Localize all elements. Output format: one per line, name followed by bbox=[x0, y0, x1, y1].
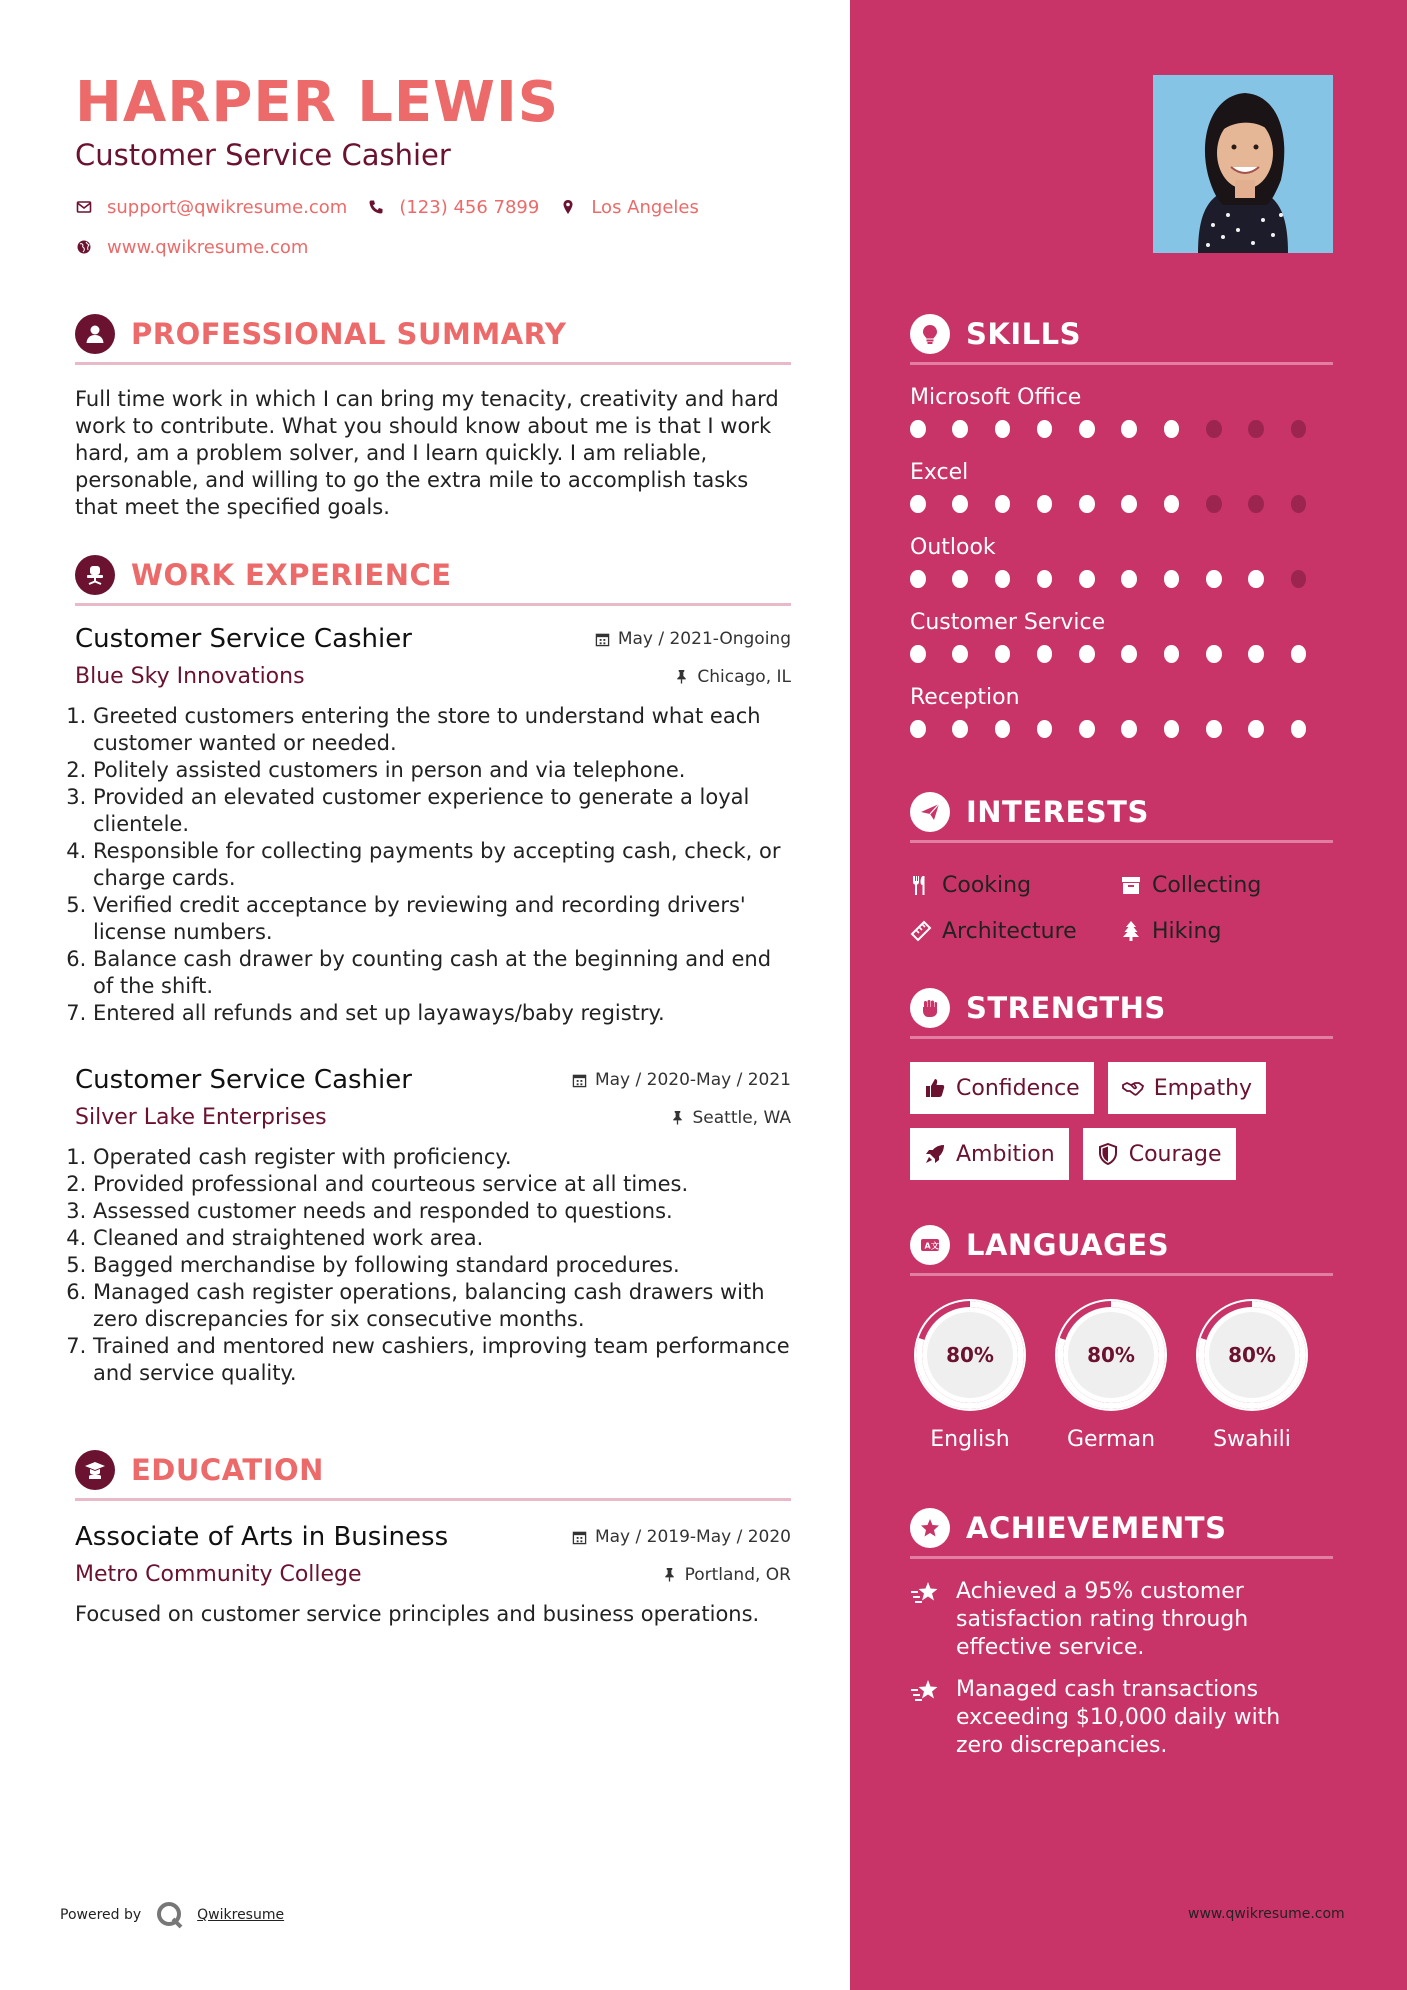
rating-dot-filled bbox=[1121, 495, 1137, 513]
rating-dot-filled bbox=[1037, 720, 1053, 738]
summary-text: Full time work in which I can bring my tenacity, creativity and hard work to contribute. What you should know about me is that I work hard, am a problem solver, and I learn quickly. I am reliable, personable, and willing to go the extra mile to accomplish tasks that meet the specified goals. bbox=[75, 387, 779, 519]
skills-list bbox=[910, 385, 1333, 760]
fist-icon bbox=[910, 988, 950, 1028]
rating-dot-filled bbox=[910, 720, 926, 738]
rating-dot-filled bbox=[995, 720, 1011, 738]
rating-dot-filled bbox=[995, 420, 1011, 438]
calendar-icon bbox=[572, 1073, 587, 1088]
skill-item bbox=[910, 685, 1333, 760]
footer-powered-by bbox=[60, 1900, 284, 1930]
experience-heading: WORK EXPERIENCE bbox=[131, 558, 452, 592]
rating-dot-filled bbox=[1164, 495, 1180, 513]
list-item: 4. Cleaned and straightened work area. bbox=[93, 1225, 791, 1252]
summary-heading: PROFESSIONAL SUMMARY bbox=[131, 317, 567, 351]
rating-dot-filled bbox=[1037, 570, 1053, 588]
rating-dot-filled bbox=[952, 720, 968, 738]
achievement-text: Managed cash transactions exceeding $10,000 daily with zero discrepancies. bbox=[956, 1677, 1281, 1758]
rating-dot-filled bbox=[1248, 570, 1264, 588]
degree-name: Associate of Arts in Business bbox=[75, 1522, 449, 1552]
contact-phone[interactable] bbox=[367, 197, 539, 218]
rating-dot-filled bbox=[1206, 570, 1222, 588]
rating-dot-filled bbox=[910, 570, 926, 588]
language-progress-ring bbox=[1192, 1295, 1312, 1415]
globe-icon bbox=[75, 238, 93, 256]
language-progress-ring bbox=[1051, 1295, 1171, 1415]
job-duties-list bbox=[75, 1144, 791, 1387]
contact-website[interactable] bbox=[75, 237, 308, 258]
skill-name: Microsoft Office bbox=[910, 385, 1082, 410]
rating-dot-empty bbox=[1206, 420, 1222, 438]
interest-item: Architecture bbox=[910, 919, 1120, 944]
list-item: 2. Provided professional and courteous service at all times. bbox=[93, 1171, 791, 1198]
job-location: Seattle, WA bbox=[670, 1108, 792, 1128]
calendar-icon bbox=[595, 632, 610, 647]
rating-dot-filled bbox=[1037, 495, 1053, 513]
rating-dot-empty bbox=[1291, 495, 1307, 513]
achievement-item bbox=[910, 1578, 1333, 1662]
rating-dot-filled bbox=[1121, 645, 1137, 663]
rating-dot-filled bbox=[1164, 570, 1180, 588]
skill-item bbox=[910, 535, 1333, 610]
language-name: German bbox=[1066, 1427, 1156, 1452]
shooting-star-icon bbox=[910, 1678, 942, 1706]
rating-dot-empty bbox=[1248, 495, 1264, 513]
achievements-list bbox=[910, 1578, 1333, 1774]
skill-name: Excel bbox=[910, 460, 969, 485]
email-text: support@qwikresume.com bbox=[107, 196, 348, 218]
calendar-icon bbox=[572, 1530, 587, 1545]
skill-rating bbox=[910, 420, 1333, 438]
education-description: Focused on customer service principles and business operations. bbox=[75, 1602, 760, 1626]
interests-heading: INTERESTS bbox=[966, 795, 1149, 829]
list-item: 2. Politely assisted customers in person and via telephone. bbox=[93, 757, 791, 784]
rating-dot-filled bbox=[995, 645, 1011, 663]
interest-item: Cooking bbox=[910, 873, 1120, 898]
rating-dot-filled bbox=[1291, 720, 1307, 738]
list-item: 6. Balance cash drawer by counting cash at the beginning and end of the shift. bbox=[93, 946, 791, 1000]
job-date: May / 2021-Ongoing bbox=[595, 629, 791, 649]
list-item: 1. Greeted customers entering the store to understand what each customer wanted or needed. bbox=[93, 703, 791, 757]
languages-heading: LANGUAGES bbox=[966, 1228, 1170, 1262]
strength-chip: Courage bbox=[1083, 1128, 1236, 1180]
rating-dot-filled bbox=[910, 420, 926, 438]
list-item: 6. Managed cash register operations, balancing cash drawers with zero discrepancies for six consecutive months. bbox=[93, 1279, 791, 1333]
paper-plane-icon bbox=[910, 792, 950, 832]
shield-icon bbox=[1097, 1143, 1119, 1165]
rating-dot-filled bbox=[1206, 720, 1222, 738]
job-duties-list bbox=[75, 703, 791, 1027]
language-percent: 80% bbox=[1228, 1343, 1276, 1367]
svg-text:A: A bbox=[924, 1241, 931, 1251]
archive-box-icon bbox=[1120, 874, 1142, 896]
achievement-text: Achieved a 95% customer satisfaction rating through effective service. bbox=[956, 1579, 1249, 1660]
strength-chip: Confidence bbox=[910, 1062, 1094, 1114]
school-name: Metro Community College bbox=[75, 1562, 362, 1587]
ruler-pencil-icon bbox=[910, 920, 932, 942]
rating-dot-filled bbox=[1164, 420, 1180, 438]
language-item bbox=[910, 1295, 1051, 1452]
utensils-icon bbox=[910, 874, 932, 896]
language-name: Swahili bbox=[1213, 1427, 1291, 1452]
language-percent: 80% bbox=[946, 1343, 994, 1367]
svg-text:文: 文 bbox=[931, 1241, 939, 1251]
achievement-item bbox=[910, 1676, 1333, 1760]
skill-rating bbox=[910, 720, 1333, 738]
lightbulb-icon bbox=[910, 314, 950, 354]
phone-icon bbox=[367, 198, 385, 216]
list-item: 7. Trained and mentored new cashiers, improving team performance and service quality. bbox=[93, 1333, 791, 1387]
rating-dot-filled bbox=[1291, 645, 1307, 663]
pushpin-icon bbox=[674, 669, 689, 684]
section-header-skills bbox=[910, 314, 1333, 365]
rating-dot-filled bbox=[910, 645, 926, 663]
rating-dot-empty bbox=[1291, 570, 1307, 588]
skill-name: Outlook bbox=[910, 535, 996, 560]
phone-text: (123) 456 7899 bbox=[399, 196, 540, 218]
skill-rating bbox=[910, 645, 1333, 663]
rating-dot-empty bbox=[1206, 495, 1222, 513]
strengths-list bbox=[910, 1062, 1333, 1194]
footer-site-link[interactable]: www.qwikresume.com bbox=[1188, 1906, 1345, 1922]
map-pin-icon bbox=[559, 198, 577, 216]
list-item: 5. Bagged merchandise by following standard procedures. bbox=[93, 1252, 791, 1279]
skill-rating bbox=[910, 495, 1333, 513]
achievements-heading: ACHIEVEMENTS bbox=[966, 1511, 1227, 1545]
job-role: Customer Service Cashier bbox=[75, 624, 412, 654]
language-name: English bbox=[930, 1427, 1010, 1452]
strength-chip: Empathy bbox=[1108, 1062, 1266, 1114]
powered-by-text: Powered by bbox=[60, 1907, 142, 1923]
envelope-icon bbox=[75, 198, 93, 216]
list-item: 4. Responsible for collecting payments by accepting cash, check, or charge cards. bbox=[93, 838, 791, 892]
rating-dot-filled bbox=[1121, 720, 1137, 738]
education-entry bbox=[75, 1522, 791, 1628]
strengths-heading: STRENGTHS bbox=[966, 991, 1166, 1025]
education-heading: EDUCATION bbox=[131, 1453, 324, 1487]
section-header-summary bbox=[75, 314, 791, 365]
strength-chip: Ambition bbox=[910, 1128, 1069, 1180]
rating-dot-filled bbox=[1079, 420, 1095, 438]
job-location: Chicago, IL bbox=[674, 667, 791, 687]
job-role: Customer Service Cashier bbox=[75, 1065, 412, 1095]
job-company: Blue Sky Innovations bbox=[75, 664, 305, 689]
rating-dot-filled bbox=[1206, 645, 1222, 663]
skill-item bbox=[910, 385, 1333, 460]
location-text: Los Angeles bbox=[591, 196, 699, 218]
website-text: www.qwikresume.com bbox=[107, 236, 309, 258]
qwikresume-logo-icon bbox=[155, 1900, 185, 1930]
skill-item bbox=[910, 460, 1333, 535]
rating-dot-filled bbox=[952, 420, 968, 438]
job-company: Silver Lake Enterprises bbox=[75, 1105, 327, 1130]
handshake-icon bbox=[1122, 1077, 1144, 1099]
section-header-interests bbox=[910, 792, 1333, 843]
education-date: May / 2019-May / 2020 bbox=[572, 1527, 791, 1547]
rating-dot-filled bbox=[1121, 570, 1137, 588]
interest-item: Hiking bbox=[1120, 919, 1330, 944]
office-chair-icon bbox=[75, 555, 115, 595]
language-progress-ring bbox=[910, 1295, 1030, 1415]
rating-dot-filled bbox=[1248, 720, 1264, 738]
interest-item: Collecting bbox=[1120, 873, 1330, 898]
rating-dot-filled bbox=[952, 570, 968, 588]
section-header-experience bbox=[75, 555, 791, 606]
rating-dot-filled bbox=[1037, 420, 1053, 438]
list-item: 5. Verified credit acceptance by reviewing and recording drivers' license numbers. bbox=[93, 892, 791, 946]
education-location: Portland, OR bbox=[662, 1565, 791, 1585]
section-header-languages bbox=[910, 1225, 1333, 1276]
list-item: 7. Entered all refunds and set up layaways/baby registry. bbox=[93, 1000, 791, 1027]
languages-list bbox=[910, 1295, 1333, 1452]
rating-dot-filled bbox=[1121, 420, 1137, 438]
job-date: May / 2020-May / 2021 bbox=[572, 1070, 791, 1090]
pushpin-icon bbox=[662, 1567, 677, 1582]
rating-dot-filled bbox=[1079, 645, 1095, 663]
profile-photo bbox=[1153, 75, 1333, 253]
list-item: 3. Provided an elevated customer experience to generate a loyal clientele. bbox=[93, 784, 791, 838]
list-item: 3. Assessed customer needs and responded to questions. bbox=[93, 1198, 791, 1225]
translate-icon bbox=[910, 1225, 950, 1265]
rocket-icon bbox=[924, 1143, 946, 1165]
rating-dot-filled bbox=[952, 645, 968, 663]
language-percent: 80% bbox=[1087, 1343, 1135, 1367]
rating-dot-filled bbox=[910, 495, 926, 513]
rating-dot-filled bbox=[1037, 645, 1053, 663]
rating-dot-filled bbox=[995, 570, 1011, 588]
star-badge-icon bbox=[910, 1508, 950, 1548]
rating-dot-empty bbox=[1291, 420, 1307, 438]
section-header-achievements bbox=[910, 1508, 1333, 1559]
contact-info bbox=[75, 193, 719, 261]
rating-dot-empty bbox=[1248, 420, 1264, 438]
language-item bbox=[1051, 1295, 1192, 1452]
rating-dot-filled bbox=[995, 495, 1011, 513]
brand-link[interactable]: Qwikresume bbox=[197, 1907, 285, 1923]
tree-icon bbox=[1120, 920, 1142, 942]
section-header-education bbox=[75, 1450, 791, 1501]
list-item: 1. Operated cash register with proficiency. bbox=[93, 1144, 791, 1171]
skill-name: Customer Service bbox=[910, 610, 1106, 635]
contact-location bbox=[559, 197, 699, 218]
rating-dot-filled bbox=[1079, 495, 1095, 513]
shooting-star-icon bbox=[910, 1580, 942, 1608]
candidate-title: Customer Service Cashier bbox=[75, 138, 451, 172]
graduate-icon bbox=[75, 1450, 115, 1490]
thumbs-up-icon bbox=[924, 1077, 946, 1099]
interests-list bbox=[910, 862, 1333, 954]
rating-dot-filled bbox=[952, 495, 968, 513]
contact-email[interactable] bbox=[75, 197, 347, 218]
rating-dot-filled bbox=[1164, 720, 1180, 738]
job-entry-1 bbox=[75, 624, 791, 1027]
skills-heading: SKILLS bbox=[966, 317, 1081, 351]
language-item bbox=[1192, 1295, 1333, 1452]
skill-rating bbox=[910, 570, 1333, 588]
candidate-name: HARPER LEWIS bbox=[75, 70, 560, 135]
rating-dot-filled bbox=[1079, 570, 1095, 588]
skill-item bbox=[910, 610, 1333, 685]
skill-name: Reception bbox=[910, 685, 1020, 710]
job-entry-2 bbox=[75, 1065, 791, 1387]
user-icon bbox=[75, 314, 115, 354]
pushpin-icon bbox=[670, 1110, 685, 1125]
rating-dot-filled bbox=[1164, 645, 1180, 663]
section-header-strengths bbox=[910, 988, 1333, 1039]
rating-dot-filled bbox=[1248, 645, 1264, 663]
rating-dot-filled bbox=[1079, 720, 1095, 738]
